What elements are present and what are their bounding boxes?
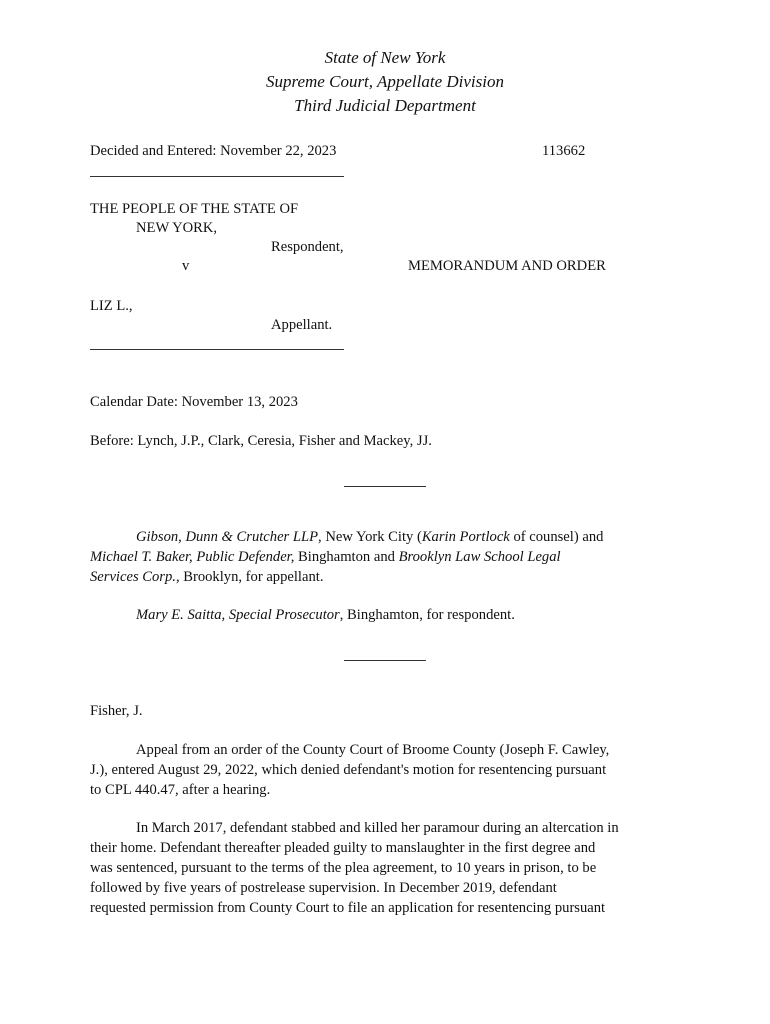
docket-number: 113662 xyxy=(542,143,586,159)
counsel-respondent: Mary E. Saitta, Special Prosecutor, Binghamton, for respondent. xyxy=(136,607,515,623)
caption-versus: v xyxy=(182,258,190,274)
court-name-department: Third Judicial Department xyxy=(294,96,476,115)
caption-plaintiff-line2: NEW YORK, xyxy=(136,220,218,236)
decided-date: Decided and Entered: November 22, 2023 xyxy=(90,143,337,159)
counsel-law-school-cont: Services Corp. xyxy=(90,569,176,585)
panel-judges: Before: Lynch, J.P., Clark, Ceresia, Fisher and Mackey, JJ. xyxy=(90,433,432,449)
court-name-division: Supreme Court, Appellate Division xyxy=(266,72,504,91)
caption-defendant: LIZ L., xyxy=(90,298,133,314)
caption-appellant: Appellant. xyxy=(271,317,333,333)
opinion-paragraph-1: Appeal from an order of the County Court of Broome County (Joseph F. Cawley, J.), entered August 29, 2022, which denied defendant's motion for resentencing pursuant to CPL 440.47, after a hearing. xyxy=(90,742,610,798)
document-type: MEMORANDUM AND ORDER xyxy=(408,258,606,274)
opinion-author: Fisher, J. xyxy=(90,703,143,719)
counsel-prosecutor: Mary E. Saitta, Special Prosecutor xyxy=(136,607,340,623)
court-name-state: State of New York xyxy=(324,48,446,67)
section-divider-2 xyxy=(344,660,426,661)
opinion-paragraph-2: In March 2017, defendant stabbed and killed her paramour during an altercation in their home. Defendant thereafter pleaded guilty to manslaughter in the first degree and was sentenced, pursuant to the terms of the plea agreement, to 10 years in prison, to be followed by five years of postrelease supervision. In December 2019, defendant requested permission from County Court to file an application for resentencing pursuant xyxy=(90,820,619,916)
counsel-public-defender: Michael T. Baker, Public Defender, xyxy=(90,549,295,565)
counsel-law-school: Brooklyn Law School Legal xyxy=(398,549,561,565)
caption-rule-bottom xyxy=(90,349,344,350)
counsel-attorney: Karin Portlock xyxy=(421,529,510,545)
calendar-date: Calendar Date: November 13, 2023 xyxy=(90,394,298,410)
counsel-appellant: Gibson, Dunn & Crutcher LLP, New York City (Karin Portlock of counsel) and Michael T. Baker, Public Defender, Binghamton and Brooklyn Law School Legal Services Corp., Brooklyn, for appellant. xyxy=(90,529,604,585)
counsel-firm: Gibson, Dunn & Crutcher LLP xyxy=(136,529,319,545)
caption-plaintiff-line1: THE PEOPLE OF THE STATE OF xyxy=(90,201,299,217)
caption-respondent: Respondent, xyxy=(271,239,344,255)
section-divider-1 xyxy=(344,486,426,487)
caption-rule-top xyxy=(90,176,344,177)
